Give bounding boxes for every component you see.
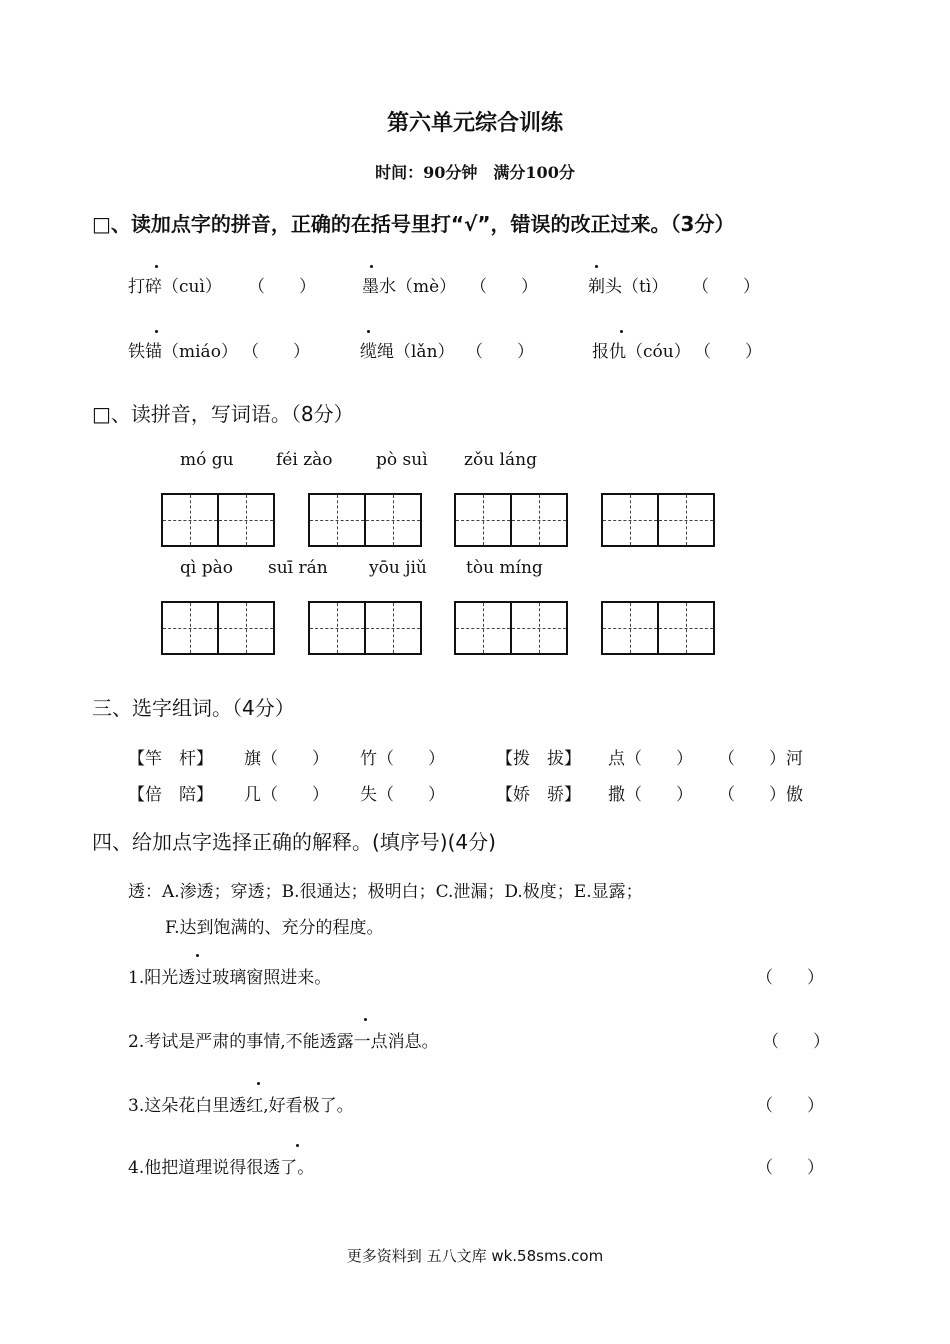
grid-cell[interactable] <box>456 603 510 653</box>
word-blank[interactable]: 旗（ ） <box>244 749 329 769</box>
pinyin-label: yōu jiǔ <box>369 558 427 578</box>
pinyin-label: zǒu láng <box>464 450 537 470</box>
definition-line: F.达到饱满的、充分的程度。 <box>165 918 384 938</box>
answer-paren[interactable]: （ ） <box>756 1096 824 1116</box>
emphasis-dot <box>595 265 598 268</box>
section-3-heading: 三、选字组词。（4分） <box>92 696 295 720</box>
grid-cell[interactable] <box>657 495 713 545</box>
grid-cell[interactable] <box>657 603 713 653</box>
question-sentence: 2.考试是严肃的事情,不能透露一点消息。 <box>128 1032 439 1052</box>
section-2-heading: □、读拼音，写词语。（8分） <box>92 402 354 426</box>
word-blank[interactable]: （ ）傲 <box>718 785 803 805</box>
emphasis-dot <box>196 954 199 957</box>
writing-grid[interactable] <box>454 493 568 547</box>
pinyin-label: qì pào <box>180 558 233 578</box>
pinyin-label: mó gu <box>180 450 234 470</box>
char-pair: 【竿 杆】 <box>128 749 213 769</box>
grid-cell[interactable] <box>364 495 420 545</box>
word-blank[interactable]: 撒（ ） <box>608 785 693 805</box>
grid-cell[interactable] <box>603 495 657 545</box>
grid-cell[interactable] <box>217 603 273 653</box>
definition-line: 透：A.渗透；穿透；B.很通达；极明白；C.泄漏；D.极度；E.显露； <box>128 882 643 902</box>
time-and-score: 时间：90分钟 满分100分 <box>375 163 575 182</box>
s1-answer-paren[interactable]: （ ） <box>242 342 310 362</box>
answer-paren[interactable]: （ ） <box>762 1032 830 1052</box>
word-blank[interactable]: 竹（ ） <box>360 749 445 769</box>
answer-paren[interactable]: （ ） <box>756 1158 824 1178</box>
grid-cell[interactable] <box>456 495 510 545</box>
grid-cell[interactable] <box>364 603 420 653</box>
char-pair: 【倍 陪】 <box>128 785 213 805</box>
char-pair: 【娇 骄】 <box>496 785 581 805</box>
question-sentence: 3.这朵花白里透红,好看极了。 <box>128 1096 354 1116</box>
pinyin-label: suī rán <box>268 558 328 578</box>
answer-paren[interactable]: （ ） <box>756 968 824 988</box>
grid-cell[interactable] <box>217 495 273 545</box>
emphasis-dot <box>257 1082 260 1085</box>
s1-answer-paren[interactable]: （ ） <box>466 342 534 362</box>
grid-cell[interactable] <box>163 495 217 545</box>
emphasis-dot <box>364 1018 367 1021</box>
emphasis-dot <box>367 330 370 333</box>
section-4-heading: 四、给加点字选择正确的解释。(填序号)(4分) <box>92 830 496 854</box>
emphasis-dot <box>296 1144 299 1147</box>
grid-cell[interactable] <box>510 603 566 653</box>
writing-grid[interactable] <box>601 493 715 547</box>
writing-grid[interactable] <box>308 601 422 655</box>
pinyin-label: pò suì <box>376 450 428 470</box>
s1-item-word: 报仇（cóu） <box>592 342 691 362</box>
s1-item-word: 打碎（cuì） <box>128 277 222 297</box>
writing-grid[interactable] <box>161 493 275 547</box>
pinyin-label: féi zào <box>276 450 333 470</box>
pinyin-label: tòu míng <box>466 558 543 578</box>
grid-cell[interactable] <box>510 495 566 545</box>
s1-answer-paren[interactable]: （ ） <box>694 342 762 362</box>
char-pair: 【拨 拔】 <box>496 749 581 769</box>
writing-grid[interactable] <box>601 601 715 655</box>
word-blank[interactable]: 点（ ） <box>608 749 693 769</box>
s1-item-word: 剃头（tì） <box>588 277 669 297</box>
word-blank[interactable]: （ ）河 <box>718 749 803 769</box>
writing-grid[interactable] <box>308 493 422 547</box>
question-sentence: 4.他把道理说得很透了。 <box>128 1158 315 1178</box>
s1-answer-paren[interactable]: （ ） <box>248 277 316 297</box>
grid-cell[interactable] <box>163 603 217 653</box>
s1-answer-paren[interactable]: （ ） <box>692 277 760 297</box>
question-sentence: 1.阳光透过玻璃窗照进来。 <box>128 968 332 988</box>
page-title: 第六单元综合训练 <box>386 111 563 136</box>
writing-grid[interactable] <box>161 601 275 655</box>
section-1-heading: □、读加点字的拼音，正确的在括号里打“√”，错误的改正过来。（3分） <box>92 212 735 236</box>
word-blank[interactable]: 失（ ） <box>360 785 445 805</box>
s1-item-word: 缆绳（lǎn） <box>360 342 455 362</box>
emphasis-dot <box>155 330 158 333</box>
grid-cell[interactable] <box>310 603 364 653</box>
emphasis-dot <box>155 265 158 268</box>
footer-link[interactable]: 更多资料到 五八文库 wk.58sms.com <box>346 1247 604 1265</box>
writing-grid[interactable] <box>454 601 568 655</box>
s1-item-word: 墨水（mè） <box>362 277 457 297</box>
word-blank[interactable]: 几（ ） <box>244 785 329 805</box>
emphasis-dot <box>370 265 373 268</box>
grid-cell[interactable] <box>310 495 364 545</box>
grid-cell[interactable] <box>603 603 657 653</box>
s1-item-word: 铁锚（miáo） <box>128 342 238 362</box>
s1-answer-paren[interactable]: （ ） <box>470 277 538 297</box>
emphasis-dot <box>620 330 623 333</box>
